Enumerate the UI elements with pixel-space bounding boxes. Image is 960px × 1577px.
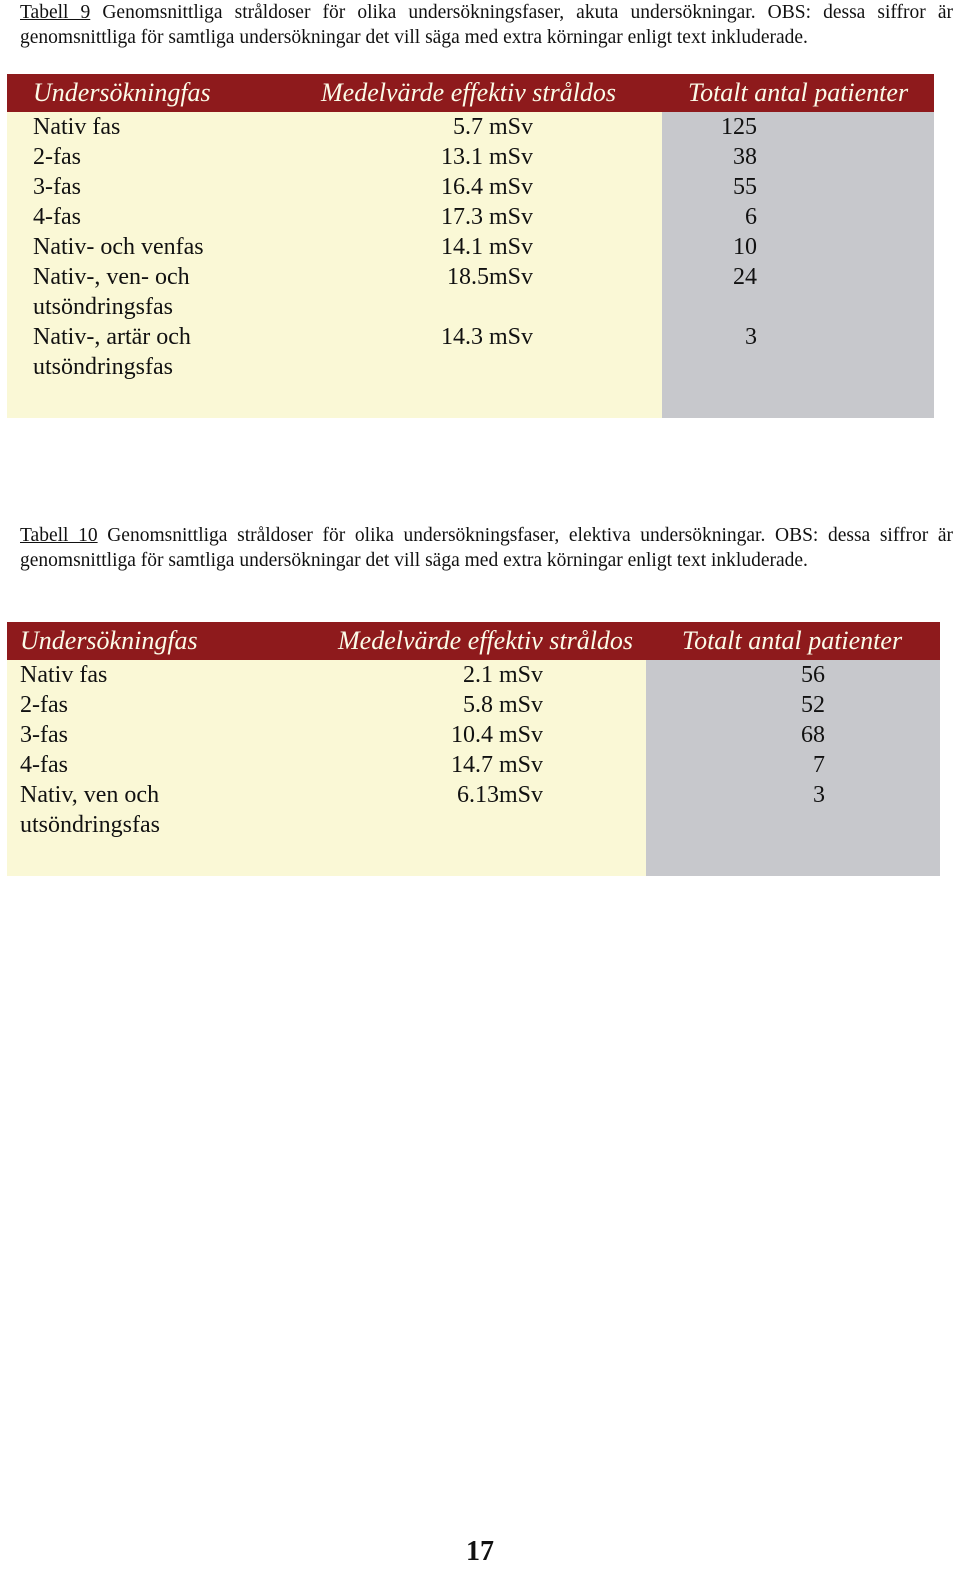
cell-phase-line2: utsöndringsfas [33, 354, 173, 380]
table-9-caption [20, 0, 953, 50]
cell-phase: 3-fas [20, 722, 68, 748]
table-10-caption [20, 523, 953, 573]
table-body [7, 112, 934, 418]
table-10-ref: Tabell 10 [20, 525, 98, 546]
header-patients: Totalt antal patienter [688, 78, 909, 107]
cell-patients: 6 [745, 204, 757, 230]
cell-dose: 6.13mSv [456, 782, 543, 808]
table-row [7, 202, 934, 232]
cell-dose: 14.3 mSv [440, 324, 533, 350]
table-row [7, 750, 940, 780]
table-9 [7, 74, 934, 418]
table-row [7, 262, 934, 322]
cell-phase: 2-fas [20, 692, 68, 718]
table-row [7, 322, 934, 382]
cell-patients: 38 [733, 144, 757, 170]
cell-dose: 16.4 mSv [440, 174, 533, 200]
cell-patients: 10 [733, 234, 757, 260]
table-10 [7, 622, 940, 876]
cell-dose: 17.3 mSv [440, 204, 533, 230]
table-9-ref: Tabell 9 [20, 2, 91, 23]
cell-phase-line2: utsöndringsfas [20, 812, 160, 838]
table-row [7, 172, 934, 202]
cell-phase: 3-fas [33, 174, 81, 200]
cell-phase [7, 780, 327, 840]
cell-dose: 14.1 mSv [440, 234, 533, 260]
cell-patients: 55 [733, 174, 757, 200]
cell-phase-line1: Nativ, ven och [20, 782, 160, 808]
cell-phase: 4-fas [20, 752, 68, 778]
cell-patients: 3 [813, 782, 825, 808]
header-dose: Medelvärde effektiv stråldos [338, 626, 634, 655]
table-row [7, 660, 940, 690]
header-phase: Undersökningfas [20, 626, 198, 655]
cell-patients: 52 [801, 692, 825, 718]
table-9-caption-text: Genomsnittliga stråldoser för olika undersökningsfaser, akuta undersökningar. OBS: dessa siffror är genomsnittliga för samtliga undersökningar det vill säga med extra körningar enligt text inkluderade. [20, 2, 953, 48]
cell-dose: 14.7 mSv [450, 752, 543, 778]
cell-patients: 68 [801, 722, 825, 748]
cell-phase-line2: utsöndringsfas [33, 294, 173, 320]
cell-patients: 24 [733, 264, 757, 290]
cell-dose: 18.5mSv [446, 264, 533, 290]
cell-phase: Nativ- och venfas [33, 234, 204, 260]
cell-phase: Nativ fas [20, 662, 108, 688]
cell-phase [7, 322, 303, 382]
cell-patients: 7 [813, 752, 825, 778]
table-header [7, 74, 934, 112]
cell-patients: 3 [745, 324, 757, 350]
cell-dose: 5.8 mSv [462, 692, 543, 718]
table-row [7, 690, 940, 720]
cell-phase: 4-fas [33, 204, 81, 230]
table-header [7, 622, 940, 660]
cell-dose: 5.7 mSv [452, 114, 533, 140]
header-dose: Medelvärde effektiv stråldos [321, 78, 617, 107]
cell-phase-line1: Nativ-, ven- och [33, 264, 190, 290]
cell-phase [7, 262, 303, 322]
table-row [7, 232, 934, 262]
table-body [7, 660, 940, 876]
cell-phase-line1: Nativ-, artär och [33, 324, 191, 350]
cell-patients: 125 [721, 114, 757, 140]
header-patients: Totalt antal patienter [682, 626, 903, 655]
table-row [7, 112, 934, 142]
cell-patients: 56 [801, 662, 825, 688]
table-row [7, 780, 940, 840]
cell-dose: 2.1 mSv [462, 662, 543, 688]
header-phase: Undersökningfas [33, 78, 211, 107]
cell-phase: Nativ fas [33, 114, 121, 140]
table-row [7, 720, 940, 750]
cell-phase: 2-fas [33, 144, 81, 170]
cell-dose: 13.1 mSv [440, 144, 533, 170]
table-10-caption-text: Genomsnittliga stråldoser för olika undersökningsfaser, elektiva undersökningar. OBS: dessa siffror är genomsnittliga för samtliga undersökningar det vill säga med extra körningar enligt text inkluderade. [20, 525, 954, 571]
page-number: 17 [466, 1536, 494, 1567]
table-row [7, 142, 934, 172]
cell-dose: 10.4 mSv [450, 722, 543, 748]
